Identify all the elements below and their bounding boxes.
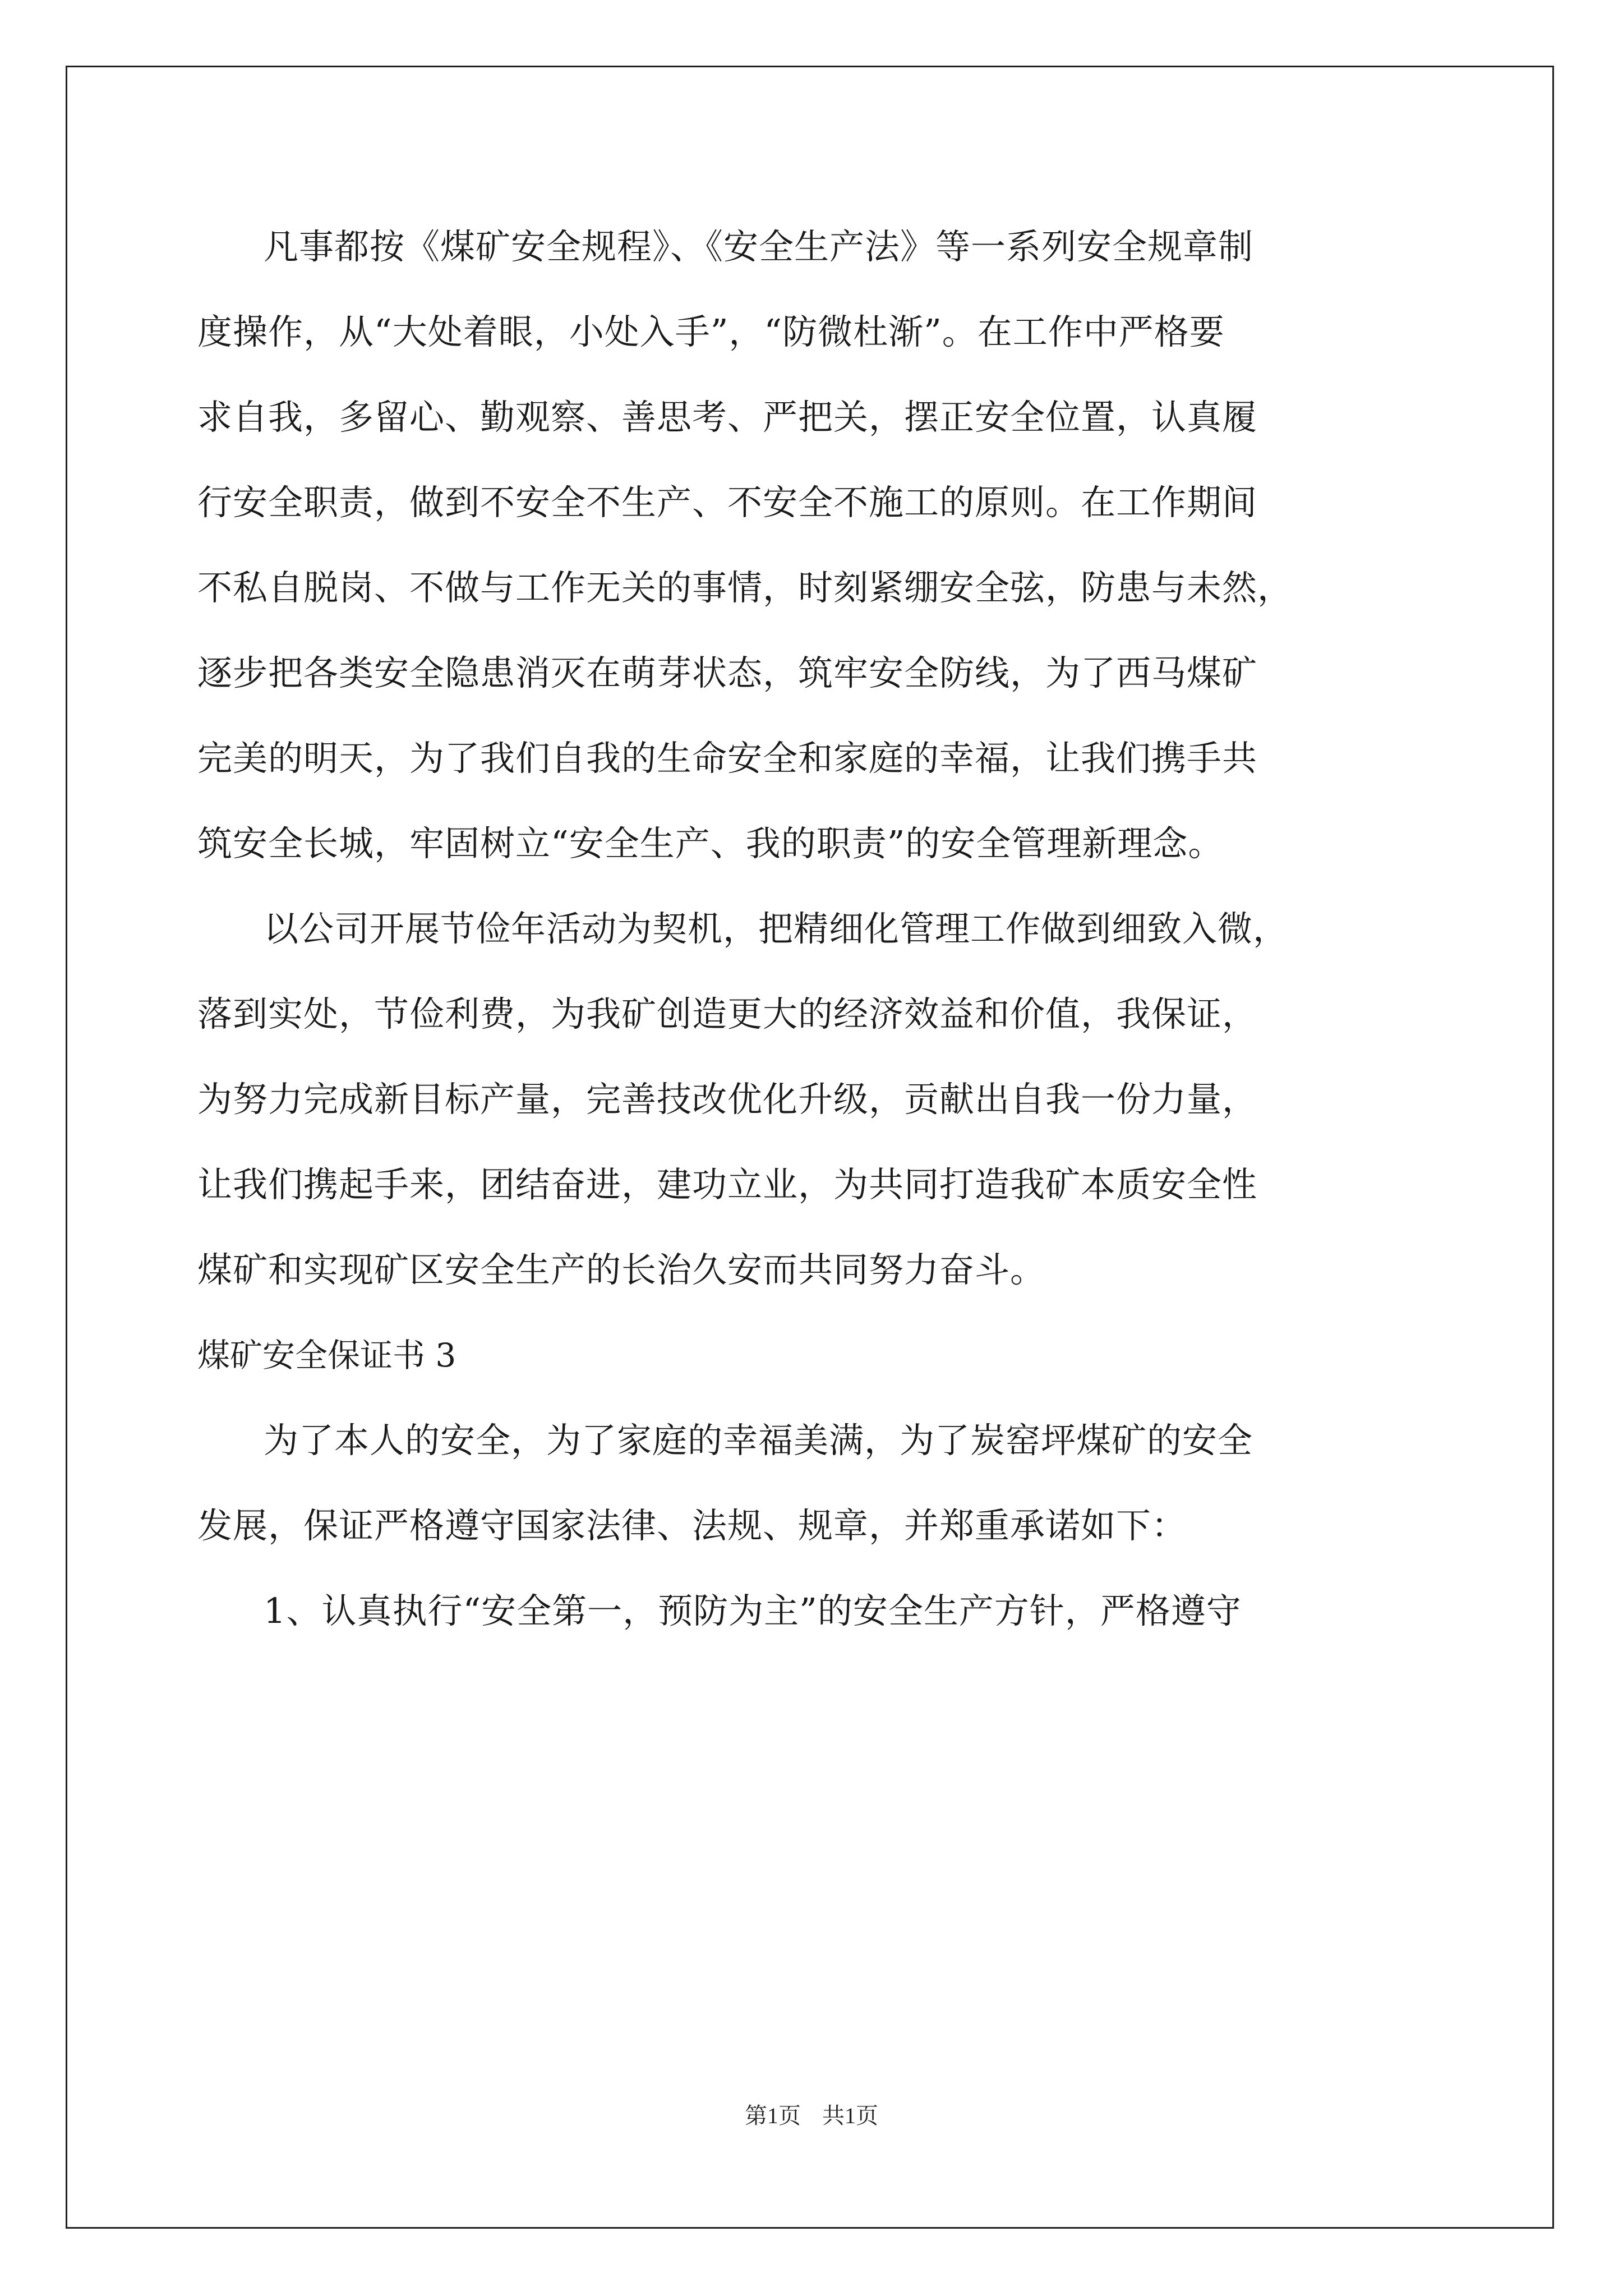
paragraph-line: 发展，保证严格遵守国家法律、法规、规章，并郑重承诺如下： [197,1505,1187,1546]
paragraph-line: 凡事都按《煤矿安全规程》、《安全生产法》等一系列安全规章制 [264,226,1254,267]
page-number-total: 共1页 [822,2103,878,2128]
page-number-current: 第1页 [745,2103,801,2128]
paragraph-line: 完美的明天，为了我们自我的生命安全和家庭的幸福，让我们携手共 [197,738,1258,779]
paragraph-line: 为努力完成新目标产量，完善技改优化升级，贡献出自我一份力量， [197,1079,1258,1120]
section-heading: 煤矿安全保证书 3 [197,1336,457,1374]
paragraph-line: 1、认真执行“安全第一，预防为主”的安全生产方针，严格遵守 [264,1590,1242,1631]
paragraph-line: 求自我，多留心、勤观察、善思考、严把关，摆正安全位置，认真履 [197,397,1258,438]
paragraph-line: 逐步把各类安全隐患消灭在萌芽状态，筑牢安全防线，为了西马煤矿 [197,652,1258,693]
paragraph-line: 以公司开展节俭年活动为契机，把精细化管理工作做到细致入微， [264,908,1289,949]
paragraph-line: 度操作，从“大处着眼，小处入手”，“防微杜渐”。在工作中严格要 [197,311,1225,352]
paragraph-line: 让我们携起手来，团结奋进，建功立业，为共同打造我矿本质安全性 [197,1164,1258,1205]
paragraph-line: 筑安全长城，牢固树立“安全生产、我的职责”的安全管理新理念。 [197,823,1224,864]
paragraph-line: 为了本人的安全，为了家庭的幸福美满，为了炭窑坪煤矿的安全 [264,1420,1253,1461]
paragraph-line: 煤矿和实现矿区安全生产的长治久安而共同努力奋斗。 [197,1249,1046,1290]
paragraph-line: 行安全职责，做到不安全不生产、不安全不施工的原则。在工作期间 [197,482,1258,523]
page-border [66,66,1554,2229]
paragraph-line: 落到实处，节俭利费，为我矿创造更大的经济效益和价值，我保证， [197,993,1258,1034]
paragraph-line: 不私自脱岗、不做与工作无关的事情，时刻紧绷安全弦，防患与未然， [197,567,1293,608]
page-footer [0,2102,1623,2130]
